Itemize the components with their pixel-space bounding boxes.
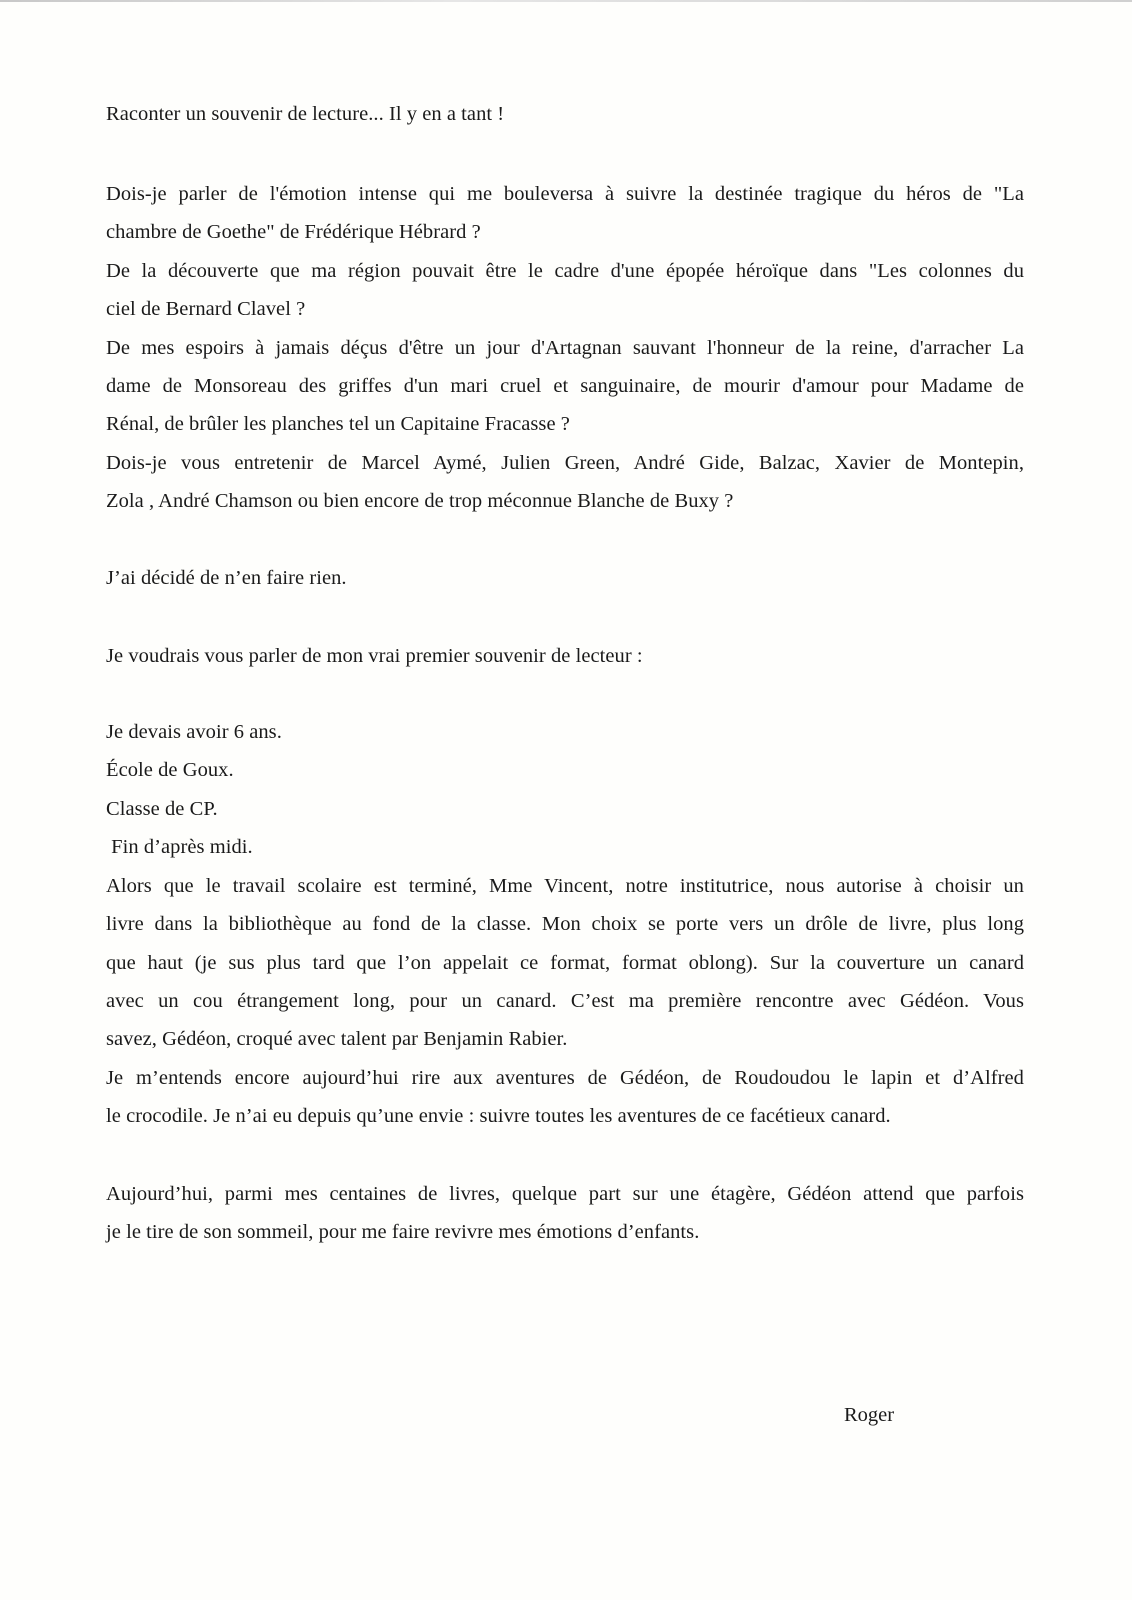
text-line: dame de Monsoreau des griffes d'un mari cruel et sanguinaire, de mourir d'amour pour Madame de [106, 375, 1024, 397]
scan-edge [0, 0, 1132, 2]
text-line: je le tire de son sommeil, pour me faire revivre mes émotions d’enfants. [106, 1221, 700, 1243]
text-line: Je voudrais vous parler de mon vrai premier souvenir de lecteur : [106, 645, 643, 667]
signature: Roger [844, 1404, 895, 1426]
text-line: J’ai décidé de n’en faire rien. [106, 567, 347, 589]
text-line: que haut (je sus plus tard que l’on appelait ce format, format oblong). Sur la couverture un canard [106, 952, 1024, 974]
text-line: De la découverte que ma région pouvait être le cadre d'une épopée héroïque dans "Les colonnes du [106, 260, 1024, 282]
text-line: Je devais avoir 6 ans. [106, 721, 282, 743]
text-line: Dois-je parler de l'émotion intense qui me bouleversa à suivre la destinée tragique du héros de "La [106, 183, 1024, 205]
text-line: École de Goux. [106, 759, 234, 781]
text-line: avec un cou étrangement long, pour un canard. C’est ma première rencontre avec Gédéon. Vous [106, 990, 1024, 1012]
text-line: Zola , André Chamson ou bien encore de trop méconnue Blanche de Buxy ? [106, 490, 734, 512]
text-line: Fin d’après midi. [106, 836, 253, 858]
text-line: De mes espoirs à jamais déçus d'être un jour d'Artagnan sauvant l'honneur de la reine, d'arracher La [106, 337, 1024, 359]
text-line: chambre de Goethe" de Frédérique Hébrard ? [106, 221, 481, 243]
text-line: Dois-je vous entretenir de Marcel Aymé, Julien Green, André Gide, Balzac, Xavier de Montepin, [106, 452, 1024, 474]
text-line: ciel de Bernard Clavel ? [106, 298, 306, 320]
text-line: Alors que le travail scolaire est terminé, Mme Vincent, notre institutrice, nous autorise à choisir un [106, 875, 1024, 897]
text-line: savez, Gédéon, croqué avec talent par Benjamin Rabier. [106, 1028, 568, 1050]
text-line: Aujourd’hui, parmi mes centaines de livres, quelque part sur une étagère, Gédéon attend que parfois [106, 1183, 1024, 1205]
text-line: le crocodile. Je n’ai eu depuis qu’une envie : suivre toutes les aventures de ce facétieux canard. [106, 1105, 891, 1127]
text-line: Classe de CP. [106, 798, 218, 820]
text-line: Raconter un souvenir de lecture... Il y en a tant ! [106, 103, 505, 125]
text-line: Rénal, de brûler les planches tel un Capitaine Fracasse ? [106, 413, 570, 435]
text-line: livre dans la bibliothèque au fond de la classe. Mon choix se porte vers un drôle de livre, plus long [106, 913, 1024, 935]
text-line: Je m’entends encore aujourd’hui rire aux aventures de Gédéon, de Roudoudou le lapin et d’Alfred [106, 1067, 1024, 1089]
